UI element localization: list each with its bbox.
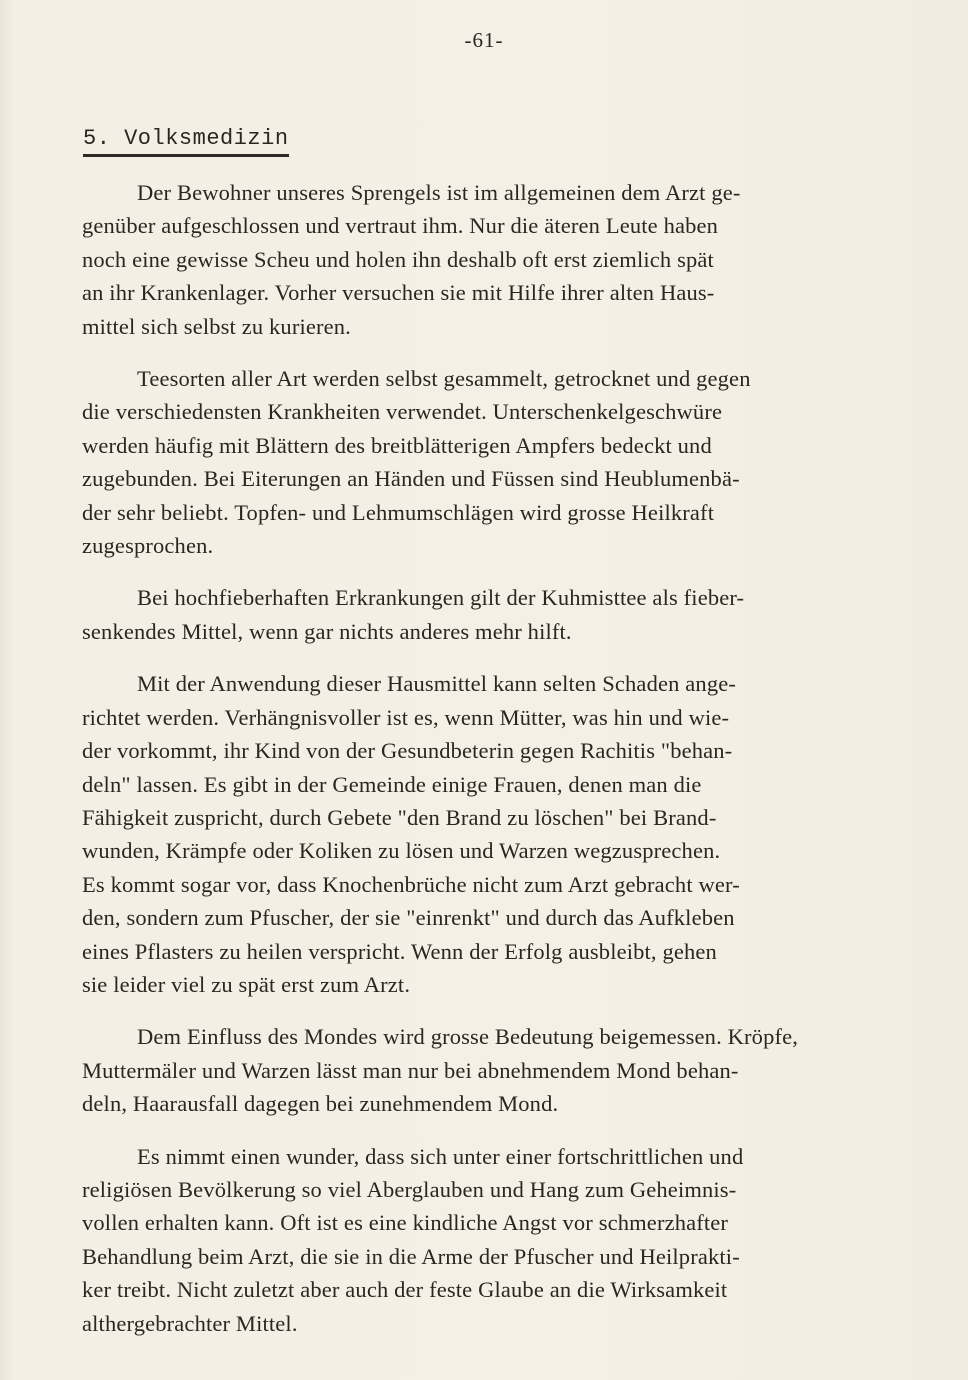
body-text <box>82 176 918 1359</box>
text-line: zugebunden. Bei Eiterungen an Händen und Füssen sind Heublumenbä- <box>82 466 740 492</box>
text-line: richtet werden. Verhängnisvoller ist es, wenn Mütter, was hin und wie- <box>82 704 730 730</box>
paragraph-3 <box>82 581 918 648</box>
paragraph-2 <box>82 362 918 562</box>
text-line: Behandlung beim Arzt, die sie in die Arme der Pfuscher und Heilprakti- <box>82 1243 740 1269</box>
text-line: Muttermäler und Warzen lässt man nur bei abnehmendem Mond behan- <box>82 1057 739 1083</box>
text-line: Der Bewohner unseres Sprengels ist im allgemeinen dem Arzt ge- <box>137 180 741 205</box>
text-line: senkendes Mittel, wenn gar nichts anderes mehr hilft. <box>82 618 572 644</box>
text-line: der sehr beliebt. Topfen- und Lehmumschlägen wird grosse Heilkraft <box>82 499 715 525</box>
text-line: der vorkommt, ihr Kind von der Gesundbeterin gegen Rachitis "behan- <box>82 738 733 764</box>
text-line: Bei hochfieberhaften Erkrankungen gilt der Kuhmisttee als fieber- <box>137 585 745 611</box>
text-line: mittel sich selbst zu kurieren. <box>82 313 351 339</box>
paragraph-5 <box>82 1020 918 1120</box>
text-line: religiösen Bevölkerung so viel Aberglauben und Hang zum Geheimnis- <box>82 1176 737 1202</box>
text-line: an ihr Krankenlager. Vorher versuchen sie mit Hilfe ihrer alten Haus- <box>82 280 715 306</box>
text-line: vollen erhalten kann. Oft ist es eine kindliche Angst vor schmerzhafter <box>82 1210 729 1236</box>
section-heading: 5. Volksmedizin <box>83 126 289 157</box>
paragraph-4 <box>82 667 918 1001</box>
text-line: noch eine gewisse Scheu und holen ihn deshalb oft erst ziemlich spät <box>82 246 714 272</box>
text-line: werden häufig mit Blättern des breitblätterigen Ampfers bedeckt und <box>82 432 712 458</box>
text-line: Dem Einfluss des Mondes wird grosse Bedeutung beigemessen. Kröpfe, <box>137 1024 799 1050</box>
text-line: den, sondern zum Pfuscher, der sie "einrenkt" und durch das Aufkleben <box>82 905 735 931</box>
text-line: eines Pflasters zu heilen verspricht. Wenn der Erfolg ausbleibt, gehen <box>82 938 717 964</box>
text-line: Es kommt sogar vor, dass Knochenbrüche nicht zum Arzt gebracht wer- <box>82 871 740 897</box>
text-line: Fähigkeit zuspricht, durch Gebete "den Brand zu löschen" bei Brand- <box>82 804 717 830</box>
text-line: zugesprochen. <box>82 533 214 559</box>
text-line: deln" lassen. Es gibt in der Gemeinde einige Frauen, denen man die <box>82 771 702 797</box>
text-line: Teesorten aller Art werden selbst gesammelt, getrocknet und gegen <box>137 366 751 392</box>
text-line: althergebrachter Mittel. <box>82 1310 298 1336</box>
text-line: Es nimmt einen wunder, dass sich unter einer fortschrittlichen und <box>137 1143 744 1169</box>
text-line: die verschiedensten Krankheiten verwendet. Unterschenkelgeschwüre <box>82 399 723 425</box>
text-line: deln, Haarausfall dagegen bei zunehmendem Mond. <box>82 1091 559 1117</box>
paragraph-1 <box>82 176 918 343</box>
page-number: -61- <box>464 28 504 52</box>
text-line: sie leider viel zu spät erst zum Arzt. <box>82 971 411 997</box>
text-line: wunden, Krämpfe oder Koliken zu lösen und Warzen wegzusprechen. <box>82 838 721 864</box>
text-line: genüber aufgeschlossen und vertraut ihm. Nur die äteren Leute haben <box>82 213 719 239</box>
paragraph-6 <box>82 1140 918 1340</box>
text-line: ker treibt. Nicht zuletzt aber auch der feste Glaube an die Wirksamkeit <box>82 1277 728 1303</box>
text-line: Mit der Anwendung dieser Hausmittel kann selten Schaden ange- <box>137 671 736 697</box>
